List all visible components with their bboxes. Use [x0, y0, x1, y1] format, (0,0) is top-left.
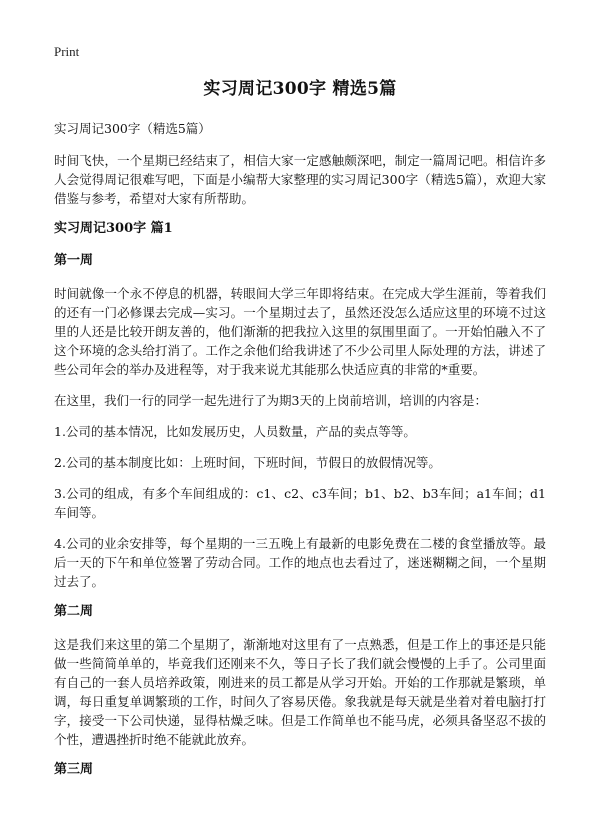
week1-paragraph-2: 在这里，我们一行的同学一起先进行了为期3天的上岗前培训，培训的内容是：	[54, 393, 487, 408]
week1-list-item-4: 4.公司的业余安排等，每个星期的一三五晚上有最新的电影免费在二楼的食堂播放等。最后一天的下午和单位签署了劳动合同。工作的地点也去看过了，迷迷糊糊之间，一个星期过去了。	[54, 536, 546, 589]
document-subtitle: 实习周记300字（精选5篇）	[54, 121, 211, 136]
week3-heading: 第三周	[54, 762, 94, 777]
week2-heading: 第二周	[54, 604, 94, 619]
week1-list-item-3: 3.公司的组成，有多个车间组成的：c1、c2、c3车间；b1、b2、b3车间；a1车间；d1车间等。	[54, 486, 546, 520]
week2-paragraph-1: 这是我们来这里的第二个星期了，渐渐地对这里有了一点熟悉，但是工作上的事还是只能做一些简简单单的，毕竟我们还刚来不久，等日子长了我们就会慢慢的上手了。公司里面有自己的一套人员培养政策，刚进来的员工都是从学习开始。开始的工作那就是繁琐，单调，每日重复单调繁琐的工作，时间久了容易厌倦。象我就是每天就是坐着对着电脑打打字，接受一下公司快递，显得枯燥乏味。但是工作简单也不能马虎，必须具备坚忍不拔的个性，遭遇挫折时绝不能就此放弃。	[54, 637, 546, 747]
week1-list-item-1: 1.公司的基本情况，比如发展历史，人员数量，产品的卖点等等。	[54, 424, 416, 439]
week1-list-item-2: 2.公司的基本制度比如：上班时间，下班时间，节假日的放假情况等。	[54, 455, 441, 470]
week1-heading: 第一周	[54, 253, 94, 268]
section-heading-1: 实习周记300字 篇1	[54, 221, 173, 236]
intro-paragraph: 时间飞快，一个星期已经结束了，相信大家一定感触颇深吧，制定一篇周记吧。相信许多人会觉得周记很难写吧，下面是小编帮大家整理的实习周记300字（精选5篇），欢迎大家借鉴与参考，希望对大家有所帮助。	[54, 153, 546, 206]
print-link[interactable]: Print	[54, 44, 80, 59]
page-title: 实习周记300字 精选5篇	[203, 79, 397, 99]
week1-paragraph-1: 时间就像一个永不停息的机器，转眼间大学三年即将结束。在完成大学生涯前，等着我们的还有一门必修课去完成—实习。一个星期过去了，虽然还没怎么适应这里的环境不过这里的人还是比较开朗友善的，他们渐渐的把我拉入这里的氛围里面了。一开始怕融入不了这个环境的念头给打消了。工作之余他们给我讲述了不少公司里人际处理的方法，讲述了些公司年会的举办及进程等，对于我来说尤其能那么快适应真的非常的*重要。	[54, 286, 546, 377]
